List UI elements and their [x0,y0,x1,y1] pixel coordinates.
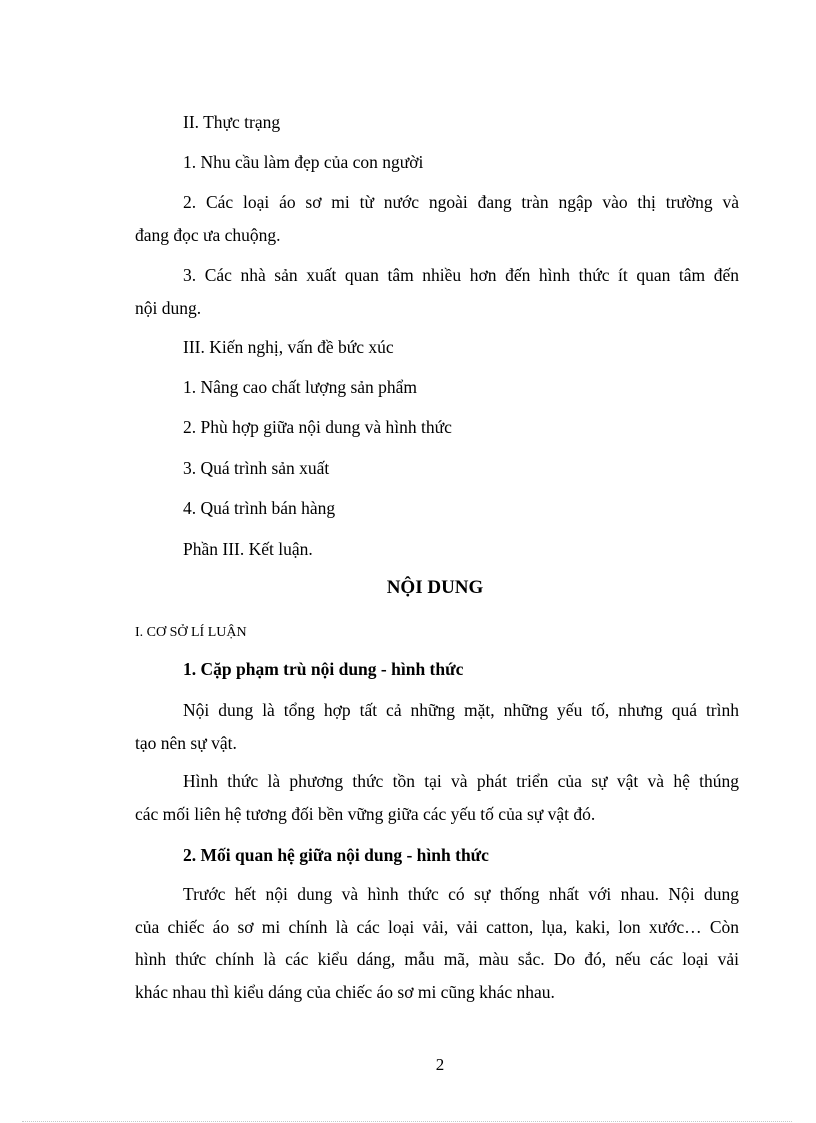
section-iii-item-2: 2. Phù hợp giữa nội dung và hình thức [183,417,452,437]
subsection-2-para-line-1: Trước hết nội dung và hình thức có sự thống nhất với nhau. Nội dung [183,884,739,904]
footer-dotted-rule [22,1121,792,1122]
section-iii-heading: III. Kiến nghị, vấn đề bức xúc [183,337,394,357]
subsection-2-para-line-2: của chiếc áo sơ mi chính là các loại vải, vải catton, lụa, kaki, lon xước… Còn [135,917,739,937]
subsection-1-para-2-line-1: Hình thức là phương thức tồn tại và phát triển của sự vật và hệ thúng [183,771,739,791]
subsection-1-para-2-line-2: các mối liên hệ tương đối bền vững giữa các yếu tố của sự vật đó. [135,804,596,824]
subsection-2-para-line-4: khác nhau thì kiểu dáng của chiếc áo sơ mi cũng khác nhau. [135,982,555,1002]
part-iii-conclusion: Phần III. Kết luận. [183,539,313,559]
page-number: 2 [435,1055,445,1074]
subsection-1-heading: 1. Cặp phạm trù nội dung - hình thức [183,659,464,679]
section-i-heading: I. CƠ SỞ LÍ LUẬN [135,625,247,640]
section-iii-item-1: 1. Nâng cao chất lượng sản phẩm [183,377,418,397]
section-ii-item-3-line-2: nội dung. [135,298,202,318]
section-ii-item-3-line-1: 3. Các nhà sản xuất quan tâm nhiều hơn đến hình thức ít quan tâm đến [183,265,739,285]
subsection-2-para-line-3: hình thức chính là các kiểu dáng, mẫu mã, màu sắc. Do đó, nếu các loại vải [135,949,739,969]
section-iii-item-3: 3. Quá trình sản xuất [183,458,330,478]
subsection-2-heading: 2. Mối quan hệ giữa nội dung - hình thức [183,845,489,865]
section-ii-item-2-line-2: đang đọc ưa chuộng. [135,225,281,245]
subsection-1-para-1-line-2: tạo nên sự vật. [135,733,237,753]
section-ii-item-1: 1. Nhu cầu làm đẹp của con người [183,152,424,172]
section-ii-heading: II. Thực trạng [183,112,281,132]
main-title: NỘI DUNG [386,577,484,598]
subsection-1-para-1-line-1: Nội dung là tổng hợp tất cả những mặt, những yếu tố, nhưng quá trình [183,700,739,720]
section-ii-item-2-line-1: 2. Các loại áo sơ mi từ nước ngoài đang tràn ngập vào thị trường và [183,192,739,212]
section-iii-item-4: 4. Quá trình bán hàng [183,498,336,518]
